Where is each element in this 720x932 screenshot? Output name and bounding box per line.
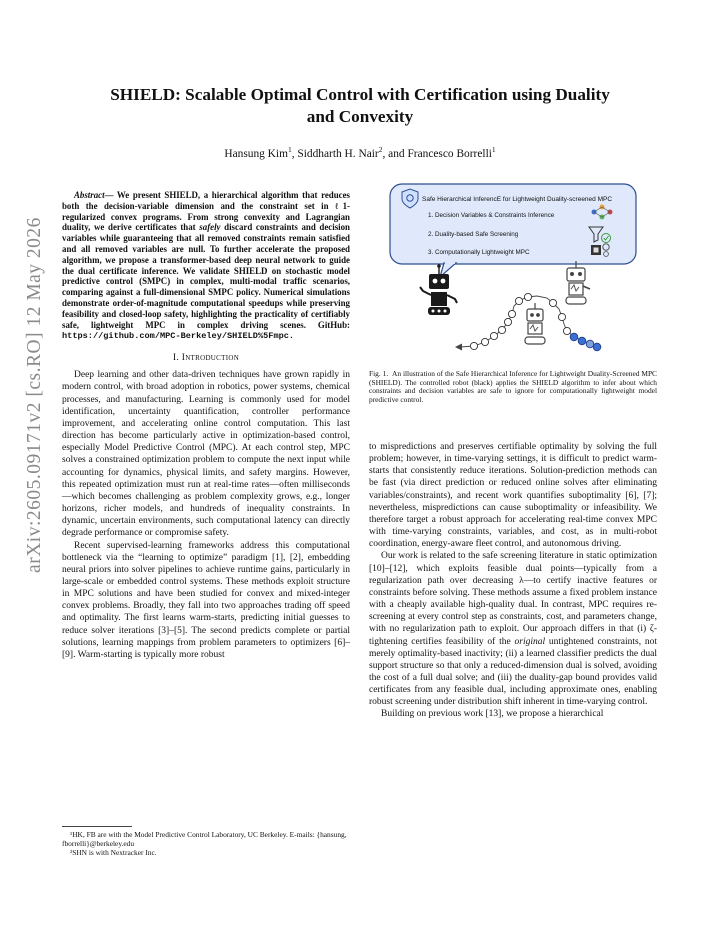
figure-1-caption — [369, 370, 657, 405]
right-paragraph-2a: Our work is related to the safe screening literature in static optimization [10]–[12], which exploits feasible dual points—typically from a regularization path over decreasing λ—to certify inactive features or constraints before solving. These methods assume a fixed problem instance with a cheaply available high-quality dual. In contrast, MPC requires re-screening at every control step as constraints, cost, and parameters change, with no regularization path to exploit. Our approach differs in that (i) ζ-tightening certifies feasibility of the — [369, 551, 657, 647]
author-3-affil: 1 — [491, 145, 496, 155]
intro-paragraph-1: Deep learning and other data-driven techniques have grown rapidly in modern control, with broad adoption in robotics, power systems, chemical processes, and manufacturing. Learning is commonly used for model identification, uncertainty quantification, controller performance improvement, and accelerating online control computation. This last direction has become particularly active in optimization-based control, especially Model Predictive Control (MPC). At each control step, MPC solves a constrained optimization problem to compute the next input while accounting for dynamics, physical limits, and safety margins. However, this repeated optimization must run at real-time rates—often milliseconds—which becomes challenging as problem complexity grows, e.g., longer horizons, richer models, and hundreds of inequality constraints. In dynamic, uncertain environments, such computational latency can directly degrade performance or compromise safety. — [62, 370, 350, 539]
left-column — [62, 190, 350, 661]
title-line-1: SHIELD: Scalable Optimal Control with Certification using Duality — [110, 85, 610, 104]
right-paragraph-3: Building on previous work [13], we propose a hierarchical — [381, 709, 604, 720]
author-list — [70, 145, 650, 160]
author-3: , and Francesco Borrelli — [382, 148, 492, 160]
arxiv-sidebar — [22, 165, 48, 625]
caption-label: Fig. 1. — [369, 369, 389, 378]
abstract-text-2: discard constraints and decision variables while guaranteeing that all removed constraints remain satisfied and all removed variables are null. To further accelerate the proposed algorithm, we propose a transformer-based deep neural network to guide the dual certificate inference. We validate SHIELD on stochastic model predictive control (SMPC) in complex, multi-modal traffic scenarios, comparing against a full-dimensional SMPC policy. Numerical simulations demonstrate order-of-magnitude computational speedups while preserving feasibility and closed-loop safety, highlighting the practicality of certifiably safe, lightweight MPC in complex driving scenes. GitHub: — [62, 222, 350, 330]
author-2: , Siddharth H. Nair — [291, 148, 379, 160]
paper-title — [70, 84, 650, 128]
abstract-safely: safely — [199, 222, 221, 233]
footnotes — [62, 826, 350, 857]
right-paragraph-1: to mispredictions and preserves certifiable optimality by solving the full problem; however, in time-varying settings, it is difficult to predict warm-starts that consistently reduce iterations. Solution-prediction methods can be fast (via direct prediction or reduced online solves after eliminating variables/constraints), and recent work quantifies suboptimality [6], [7]; nevertheless, mispredictions can cause suboptimality or infeasibility. We therefore target a robust approach for accelerating real-time convex MPC with time-varying constraints, variables, and cost, as in multi-robot coordination, energy-aware fleet control, and autonomous driving. — [369, 442, 657, 550]
author-2-affil: 2 — [378, 145, 383, 155]
caption-text: An illustration of the Safe Hierarchical Inference for Lightweight Duality-Screened MPC (SHIELD). The controlled robot (black) applies the SHIELD algorithm to infer about which constraints and decision variables are safe to ignore for computationally lightweight model predictive control. — [369, 369, 657, 405]
author-1: Hansung Kim — [224, 148, 288, 160]
intro-paragraph-2: Recent supervised-learning frameworks address this computational bottleneck via the “learning to optimize” paradigm [1], [2], embedding neural priors into solver pipelines to achieve runtime gains, particularly in large-scale or embedded control systems. These methods exploit structure in MPC solutions and have been studied for convex and mixed-integer convex problems. Broadly, they fall into two approaches trading off speed and optimality. The first learns warm-starts, predicting initial guesses to reduce solver iterations [3]–[5]. The second predicts complete or partial solutions, learning mappings from problem parameters to optimizers [6]–[9]. Warm-starting is typically more robust — [62, 540, 350, 660]
right-paragraph-2b: untightened constraints, not merely optimality-based inactivity; (ii) a learned classifier predicts the dual support structure so that only a reduced-dimension dual is solved, avoiding the cost of a full dual solve; and (iii) the duality-gap bound provides valid certificates from any feasible dual, including approximate ones, enabling robust screening under distribution shift inherent in time-varying control. — [369, 636, 657, 708]
author-1-affil: 1 — [287, 145, 292, 155]
arxiv-identifier: arXiv:2605.09171v2 [cs.RO] 12 May 2026 — [24, 217, 45, 573]
robot-gray-right — [566, 261, 590, 304]
footnote-2: ²SHN is with Nextracker Inc. — [70, 848, 157, 857]
controlled-robot-black — [420, 264, 457, 315]
figure-item-2: 2. Duality-based Safe Screening — [428, 231, 519, 238]
figure-1 — [382, 181, 652, 368]
right-paragraph-2-original: original — [514, 636, 546, 647]
section-heading-introduction: I. Introduction — [172, 353, 240, 364]
robot-gray-middle — [525, 303, 545, 344]
abstract — [62, 190, 350, 342]
footnote-1: ¹HK, FB are with the Model Predictive Control Laboratory, UC Berkeley. E-mails: {hansung, fborrelli}@berkeley.edu — [62, 830, 347, 848]
right-paragraph-2 — [369, 550, 657, 708]
abstract-label: Abstract — [74, 190, 105, 200]
right-column — [369, 441, 657, 721]
figure-box-title: Safe Hierarchical InferencE for Lightweight Duality-screened MPC — [422, 196, 613, 203]
figure-1-illustration — [382, 181, 652, 368]
figure-item-3: 3. Computationally Lightweight MPC — [428, 249, 530, 256]
title-line-2: and Convexity — [306, 107, 414, 126]
github-link[interactable]: https://github.com/MPC-Berkeley/SHIELD%5Fmpc. — [62, 331, 295, 342]
abstract-text-1: — We present SHIELD, a hierarchical algorithm that reduces both the decision-variable dimension and the constraint set in ℓ1-regularized convex programs. From strong convexity and Lagrangian duality, we derive certificates that — [62, 190, 350, 233]
figure-item-1: 1. Decision Variables & Constraints Inference — [428, 212, 555, 219]
footnote-rule — [62, 826, 132, 827]
